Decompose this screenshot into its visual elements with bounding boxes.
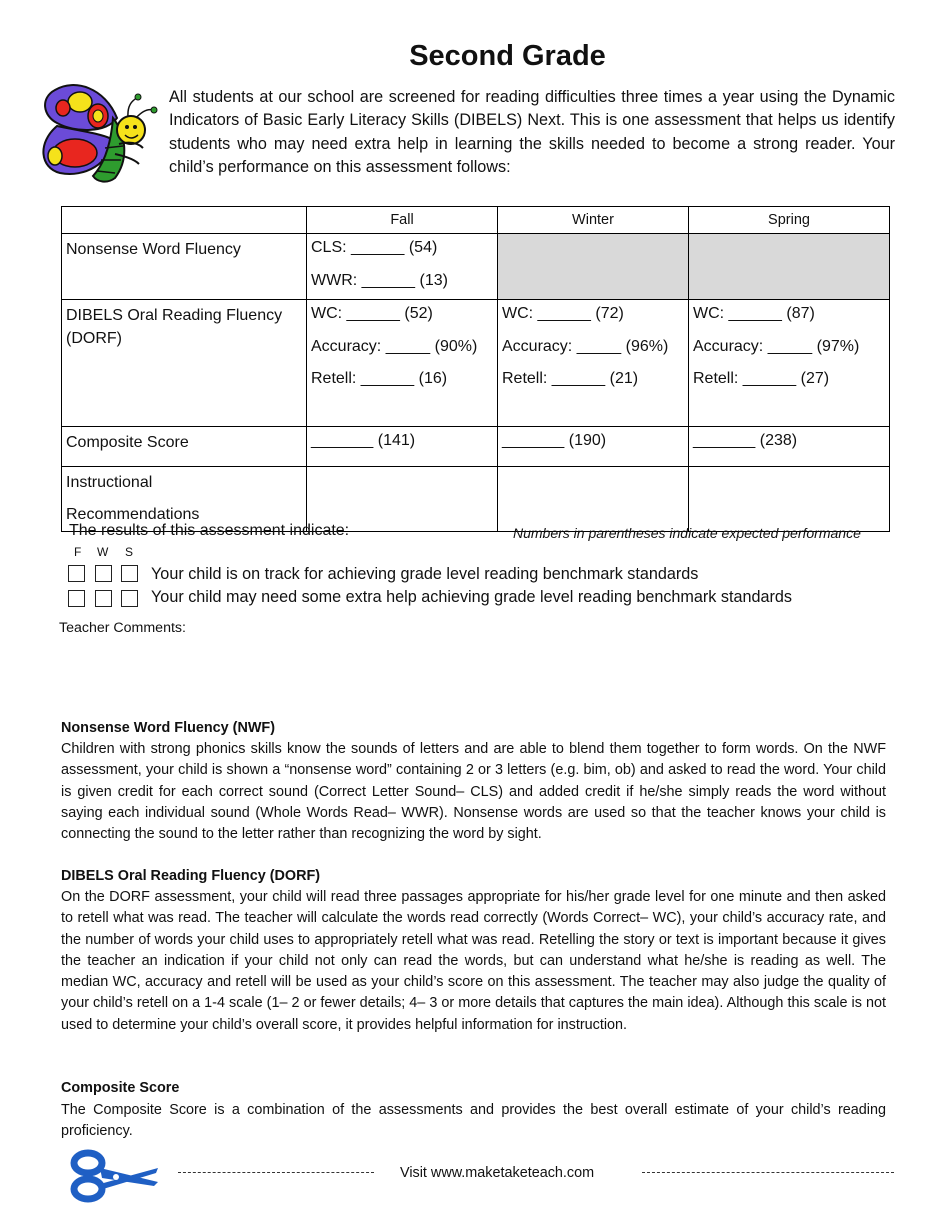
nwf-winter-cell (498, 234, 689, 300)
instructional-label-line2: Recommendations (66, 506, 200, 523)
header-fall: Fall (307, 207, 498, 234)
composite-body: The Composite Score is a combination of the assessments and provides the best overall estimate of your child’s reading proficiency. (61, 1102, 886, 1140)
on-track-statement: Your child is on track for achieving grade level reading benchmark standards (151, 565, 699, 583)
dorf-spring-accuracy: Accuracy: _____ (97%) (693, 337, 860, 355)
dorf-fall-retell: Retell: ______ (16) (311, 370, 448, 387)
nwf-body: Children with strong phonics skills know the sounds of letters and are able to blend them together to form words. On the NWF assessment, your child is shown a “nonsense word” containing 2 or 3 letters (e.g. bim, ob) and asked to read the word. Your child is given credit for each correct sound (Correct Letter Sound– CLS) and added credit if he/she simply reads the word without saying each individual sound (Whole Words Read– WWR). Nonsense words are used so that the teacher knows your child is connecting the sound to the letter rather than recognizing the word by sight. (61, 741, 886, 843)
extra-help-fall-checkbox[interactable] (68, 590, 85, 607)
nwf-fall-wwr: WWR: ______ (13) (311, 271, 448, 289)
dorf-winter-cell (498, 300, 689, 427)
composite-label: Composite Score (62, 427, 307, 467)
dorf-winter-wc: WC: ______ (72) (502, 305, 624, 322)
dorf-body: On the DORF assessment, your child will read three passages appropriate for his/her grade level for one minute and then asked to retell what was read. The teacher will calculate the words read correctly (Words Correct– WC), your child’s accuracy rate, and the number of words your child uses to appropriately retell what was read. Retelling the story or text is important because it gives the teacher an indication if your child not only can read the words, but can understand what he/she is reading as well. The median WC, accuracy and retell will be used as your child’s score on this assessment. The teacher may also judge the quality of your child’s retell on a 1-4 scale (1– 2 or fewer details; 4– 3 or more details that captures the main idea). Although this scale is not used to determine your child’s overall score, it provides helpful information for instruction. (61, 889, 886, 1033)
dorf-winter-retell: Retell: ______ (21) (502, 370, 639, 387)
dorf-label: DIBELS Oral Reading Fluency (DORF) (62, 300, 307, 427)
header-winter: Winter (498, 207, 689, 234)
composite-winter: _______ (190) (502, 432, 607, 449)
dorf-fall-accuracy: Accuracy: _____ (90%) (311, 337, 478, 355)
visit-link[interactable]: Visit www.maketaketeach.com (400, 1165, 595, 1181)
header-blank (62, 207, 307, 234)
checkbox-header-spring: S (125, 545, 134, 559)
dorf-spring-wc: WC: ______ (87) (693, 305, 815, 322)
page-title: Second Grade (409, 40, 606, 72)
scissors-icon (70, 1148, 162, 1204)
dorf-winter-accuracy: Accuracy: _____ (96%) (502, 337, 669, 355)
composite-heading: Composite Score (61, 1080, 180, 1096)
composite-spring: _______ (238) (693, 432, 798, 449)
checkbox-header-fall: F (74, 545, 82, 559)
dorf-spring-retell: Retell: ______ (27) (693, 370, 830, 387)
dorf-fall-wc: WC: ______ (52) (311, 305, 433, 322)
composite-row (62, 427, 890, 467)
teacher-comments-label: Teacher Comments: (59, 620, 186, 636)
nwf-fall-cell (307, 234, 498, 300)
checkbox-header-winter: W (97, 545, 109, 559)
intro-paragraph: All students at our school are screened for reading difficulties three times a year using the Dynamic Indicators of Basic Early Literacy Skills (DIBELS) Next. This is one assessment that helps us identify students who may need extra help in learning the skills needed to become a strong reader. Your child’s performance on this assessment follows: (169, 88, 895, 177)
composite-fall: _______ (141) (311, 432, 416, 449)
table-header-row (62, 207, 890, 234)
extra-help-statement: Your child may need some extra help achieving grade level reading benchmark standards (151, 588, 792, 606)
instructional-spring (689, 467, 890, 532)
extra-help-spring-checkbox[interactable] (121, 590, 138, 607)
on-track-winter-checkbox[interactable] (95, 565, 112, 582)
extra-help-winter-checkbox[interactable] (95, 590, 112, 607)
nwf-row (62, 234, 890, 300)
nwf-heading: Nonsense Word Fluency (NWF) (61, 720, 276, 736)
nwf-spring-cell (689, 234, 890, 300)
dorf-spring-cell (689, 300, 890, 427)
results-label: The results of this assessment indicate: (69, 522, 350, 539)
cut-line-right (642, 1172, 894, 1173)
cut-line-left (178, 1172, 374, 1173)
butterfly-icon (35, 78, 160, 190)
expected-performance-note: Numbers in parentheses indicate expected performance (513, 525, 861, 541)
nwf-fall-cls: CLS: ______ (54) (311, 239, 438, 256)
instructional-winter (498, 467, 689, 532)
dorf-row (62, 300, 890, 427)
on-track-fall-checkbox[interactable] (68, 565, 85, 582)
header-spring: Spring (689, 207, 890, 234)
scores-table (61, 206, 890, 532)
nwf-label: Nonsense Word Fluency (62, 234, 307, 300)
on-track-spring-checkbox[interactable] (121, 565, 138, 582)
dorf-heading: DIBELS Oral Reading Fluency (DORF) (61, 868, 321, 884)
instructional-label-line1: Instructional (66, 474, 153, 491)
dorf-fall-cell (307, 300, 498, 427)
